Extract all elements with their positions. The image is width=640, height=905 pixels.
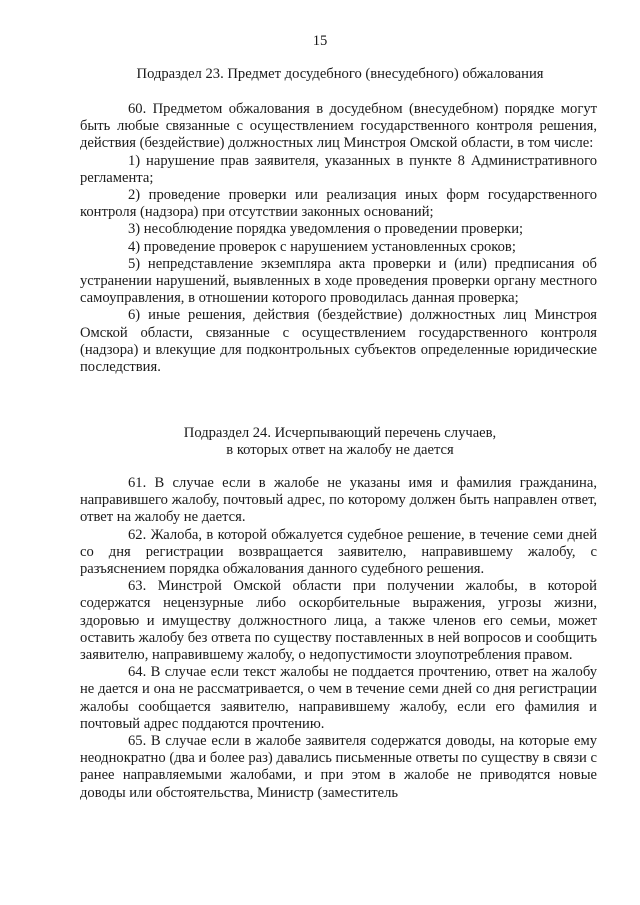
list-item-2: 2) проведение проверки или реализация иных форм государственного контроля (надзора) при отсутствии законных оснований; <box>80 187 597 221</box>
list-item-3: 3) несоблюдение порядка уведомления о проведении проверки; <box>128 221 524 238</box>
section-24-body <box>80 475 597 802</box>
section-23-body <box>80 101 597 376</box>
section-24-title-line-2: в которых ответ на жалобу не дается <box>226 442 454 459</box>
section-24-title-line-1: Подраздел 24. Исчерпывающий перечень случаев, <box>183 425 497 441</box>
list-item-6: 6) иные решения, действия (бездействие) должностных лиц Минстроя Омской области, связанные с осуществлением государственного контроля (надзора) и влекущие для подконтрольных субъектов определенные юридические последствия. <box>80 307 597 376</box>
section-24-title <box>80 425 600 459</box>
paragraph-62: 62. Жалоба, в которой обжалуется судебное решение, в течение семи дней со дня регистрации возвращается заявителю, направившему жалобу, с разъяснением порядка обжалования данного судебного решения. <box>80 526 597 578</box>
paragraph-65: 65. В случае если в жалобе заявителя содержатся доводы, на которые ему неоднократно (два и более раз) давались письменные ответы по существу в связи с ранее направляемыми жалобами, и при этом в жалобе не приводятся новые доводы или обстоятельства, Министр (заместитель <box>80 733 597 801</box>
list-item-1: 1) нарушение прав заявителя, указанных в пункте 8 Административного регламента; <box>80 152 597 186</box>
list-item-4: 4) проведение проверок с нарушением установленных сроков; <box>128 238 516 255</box>
paragraph-61: 61. В случае если в жалобе не указаны имя и фамилия гражданина, направившего жалобу, почтовый адрес, по которому должен быть направлен ответ, ответ на жалобу не дается. <box>80 475 597 526</box>
page-number: 15 <box>312 33 328 49</box>
paragraph-64: 64. В случае если текст жалобы не поддается прочтению, ответ на жалобу не дается и она не рассматривается, о чем в течение семи дней со дня регистрации жалобы сообщается заявителю, направившему жалобу, если его фамилия и почтовый адрес поддаются прочтению. <box>80 664 597 732</box>
paragraph-60: 60. Предметом обжалования в досудебном (внесудебном) порядке могут быть любые связанные с осуществлением государственного контроля решения, действия (бездействие) должностных лиц Минстроя Омской области, в том числе: <box>80 101 597 152</box>
paragraph-63: 63. Минстрой Омской области при получении жалобы, в которой содержатся нецензурные либо оскорбительные выражения, угрозы жизни, здоровью и имуществу должностного лица, а также членов его семьи, может оставить жалобу без ответа по существу поставленных в ней вопросов и сообщить заявителю, направившему жалобу, о недопустимости злоупотребления правом. <box>80 578 597 664</box>
section-23-title: Подраздел 23. Предмет досудебного (внесудебного) обжалования <box>136 66 544 82</box>
list-item-5: 5) непредставление экземпляра акта проверки и (или) предписания об устранении нарушений, выявленных в ходе проведения проверки органу местного самоуправления, в отношении которого проводилась данная проверка; <box>80 255 597 307</box>
